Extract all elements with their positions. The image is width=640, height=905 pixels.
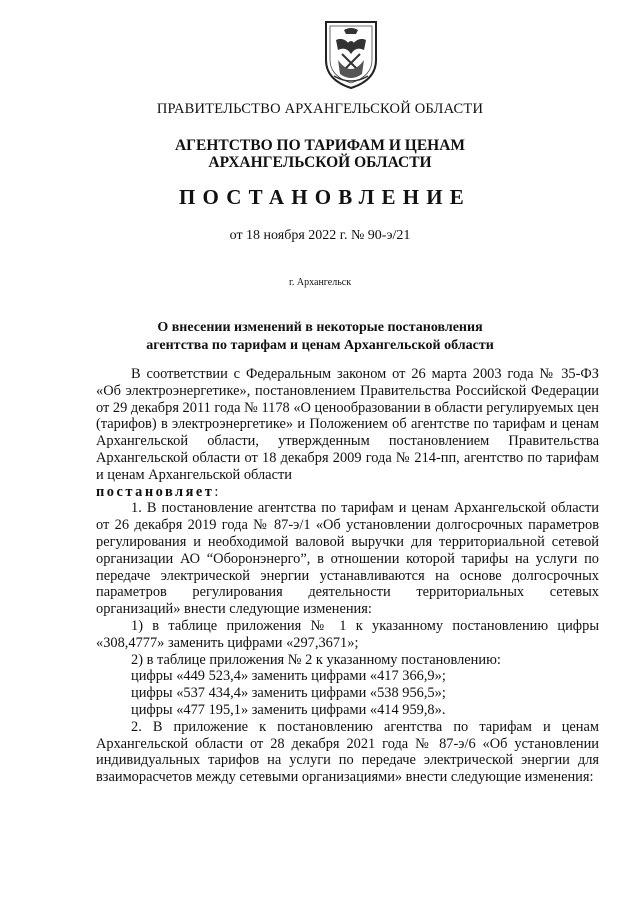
agency-name	[0, 137, 640, 171]
document-date-number: от 18 ноября 2022 г. № 90-э/21	[229, 228, 411, 243]
item-1-2b-line: цифры «537 434,4» заменить цифрами «538 956,5»;	[131, 685, 446, 702]
agency-name-line2: АРХАНГЕЛЬСКОЙ ОБЛАСТИ	[208, 154, 432, 171]
item-1-2-paragraph: 2) в таблице приложения № 2 к указанному постановлению:	[131, 651, 501, 668]
document-type-title: ПОСТАНОВЛЕНИЕ	[178, 185, 472, 209]
government-name: ПРАВИТЕЛЬСТВО АРХАНГЕЛЬСКОЙ ОБЛАСТИ	[156, 101, 484, 117]
document-body	[96, 366, 599, 786]
preamble-text: В соответствии с Федеральным законом от 26 марта 2003 года № 35-ФЗ «Об электроэнергетике», постановлением Правительства Российской Федерации от 29 декабря 2011 года № 1178 «О ценообразовании в области регулируемых цен (тарифов) в электроэнергетике» и Положением об агентстве по тарифам и ценам Архангельской области, утвержденным постановлением Правительства Архангельской области от 18 декабря 2009 года № 214-пп, агентство по тарифам и ценам Архангельской области	[96, 366, 599, 483]
preamble-paragraph	[96, 366, 599, 500]
document-subject	[0, 319, 640, 355]
item-1-2a-line: цифры «449 523,4» заменить цифрами «417 366,9»;	[131, 668, 446, 685]
coat-of-arms-emblem	[322, 20, 380, 90]
item-1-1-paragraph: 1) в таблице приложения № 1 к указанному постановлению цифры «308,4777» заменить цифрами «297,3671»;	[96, 617, 599, 651]
item-1-2c-line: цифры «477 195,1» заменить цифрами «414 959,8».	[131, 701, 446, 718]
item-1-paragraph: 1. В постановление агентства по тарифам и ценам Архангельской области от 26 декабря 2019 года № 87-э/1 «Об установлении долгосрочных параметров регулирования и необходимой валовой выручки для территориальной сетевой организации АО “Оборонэнерго”, в отношении которой тарифы на услуги по передаче электрической энергии устанавливаются на основе долгосрочных параметров регулирования деятельности территориальных сетевых организаций» внести следующие изменения:	[96, 500, 599, 618]
agency-name-line1: АГЕНТСТВО ПО ТАРИФАМ И ЦЕНАМ	[174, 137, 466, 154]
decree-word: постановляет	[96, 483, 215, 500]
decree-colon: :	[214, 483, 219, 500]
item-2-paragraph: 2. В приложение к постановлению агентства по тарифам и ценам Архангельской области от 28 декабря 2021 года № 87-э/6 «Об установлении индивидуальных тарифов на услуги по передаче электрической энергии для взаиморасчетов между сетевыми организациями» внести следующие изменения:	[96, 718, 599, 786]
document-city: г. Архангельск	[288, 277, 352, 288]
subject-line1: О внесении изменений в некоторые постановления	[157, 320, 483, 335]
subject-line2: агентства по тарифам и ценам Архангельской области	[146, 338, 494, 353]
